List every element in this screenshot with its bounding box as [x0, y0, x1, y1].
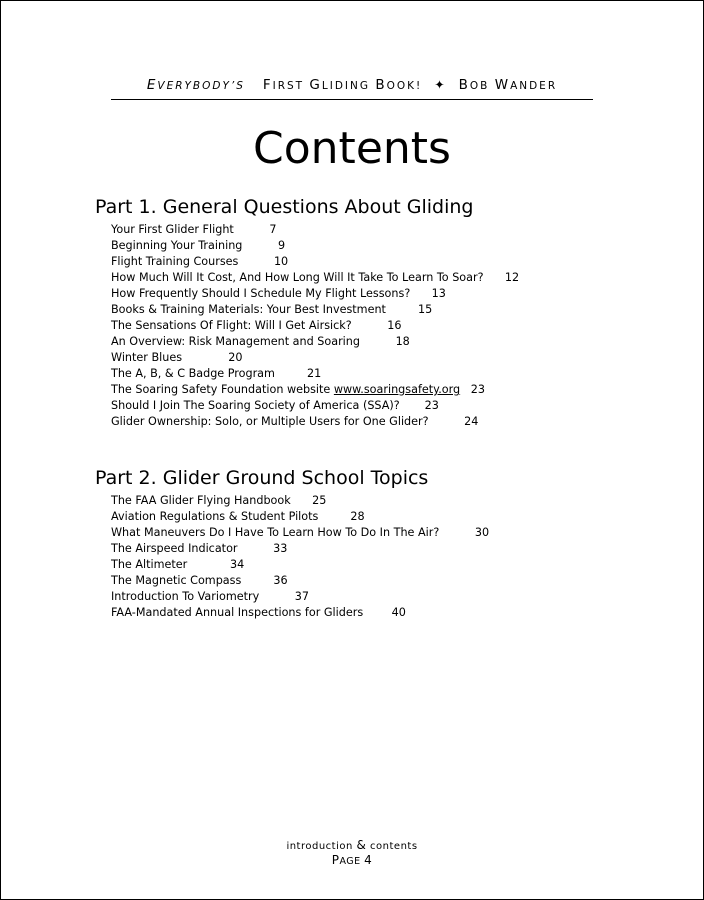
toc-entry-title: Beginning Your Training [111, 239, 243, 252]
toc-entry-title: Should I Join The Soaring Society of America (SSA)? [111, 399, 400, 412]
toc-entry-gap [360, 335, 396, 348]
toc-entry[interactable] [95, 509, 695, 525]
toc-part-2 [95, 467, 695, 621]
toc-entry-gap [363, 606, 391, 619]
toc-entry-gap [234, 223, 270, 236]
toc-entry-page-number: 33 [273, 542, 288, 555]
toc-list [95, 222, 695, 430]
toc-entry[interactable] [95, 350, 695, 366]
footer-section-title: introduction & contents [286, 838, 418, 852]
part-heading: Part 2. Glider Ground School Topics [95, 467, 429, 489]
running-header [111, 77, 593, 93]
toc-entry-page-number: 12 [504, 271, 520, 284]
toc-entry-title: Introduction To Variometry [111, 590, 260, 603]
toc-entry-page-number: 18 [395, 335, 410, 348]
toc-entry-title: The Magnetic Compass [111, 574, 242, 587]
book-title: EVERYBODY’S [146, 77, 245, 93]
toc-entry[interactable] [95, 254, 695, 270]
toc-entry-gap [484, 271, 505, 284]
toc-entry-gap [429, 415, 465, 428]
toc-entry-title: How Frequently Should I Schedule My Flight Lessons? [111, 287, 411, 300]
toc-entry-page-number: 24 [464, 415, 479, 428]
toc-entry-title: The FAA Glider Flying Handbook [111, 494, 291, 507]
toc-entry[interactable] [95, 557, 695, 573]
toc-entry-title: Books & Training Materials: Your Best Investment [111, 303, 386, 316]
toc-entry-gap [275, 367, 307, 380]
toc-entry-page-number: 37 [294, 590, 310, 603]
page-title: Contents [253, 123, 451, 174]
toc-entry-page-number: 10 [273, 255, 289, 268]
toc-entry-gap [318, 510, 350, 523]
toc-entry-gap [352, 319, 388, 332]
toc-entry-gap [439, 526, 475, 539]
toc-entry-title: Winter Blues [111, 351, 183, 364]
toc-entry[interactable] [95, 493, 695, 509]
toc-entry-title: Aviation Regulations & Student Pilots [111, 510, 319, 523]
toc-entry[interactable] [95, 605, 695, 621]
toc-entry-gap [410, 287, 431, 300]
header-rule [111, 99, 593, 100]
toc-entry-title: The Sensations Of Flight: Will I Get Airsick? [111, 319, 352, 332]
toc-list [95, 493, 695, 621]
toc-entry[interactable] [95, 334, 695, 350]
toc-entry[interactable] [95, 286, 695, 302]
toc-entry-title: The Altimeter [111, 558, 188, 571]
toc-entry[interactable] [95, 525, 695, 541]
toc-entry-gap [187, 558, 230, 571]
toc-entry[interactable] [95, 302, 695, 318]
toc-entry[interactable] [95, 589, 695, 605]
toc-entry-gap [400, 399, 425, 412]
toc-entry-gap [238, 542, 274, 555]
footer-page-number: PAGE 4 [331, 853, 373, 867]
toc-entry-page-number: 20 [228, 351, 243, 364]
toc-entry-page-number: 25 [312, 494, 327, 507]
author-name: BOB WANDER [458, 77, 558, 93]
toc-entry[interactable] [95, 222, 695, 238]
toc-entry-gap [386, 303, 418, 316]
toc-entry-gap [182, 351, 228, 364]
toc-entry[interactable] [95, 238, 695, 254]
toc-entry[interactable] [95, 541, 695, 557]
toc-entry-page-number: 21 [306, 367, 322, 380]
toc-entry-gap [242, 239, 278, 252]
toc-entry-page-number: 30 [474, 526, 490, 539]
toc-entry[interactable] [95, 573, 695, 589]
toc-entry-page-number: 28 [350, 510, 365, 523]
toc-entry-page-number: 23 [424, 399, 439, 412]
toc-entry[interactable] [95, 270, 695, 286]
toc-entry-title: An Overview: Risk Management and Soaring [111, 335, 360, 348]
toc-entry[interactable] [95, 382, 695, 398]
toc-entry[interactable] [95, 414, 695, 430]
toc-entry-gap [238, 255, 274, 268]
toc-entry-title: How Much Will It Cost, And How Long Will It Take To Learn To Soar? [111, 271, 484, 284]
book-title-rest: FIRST GLIDING BOOK! [262, 77, 423, 93]
toc-entry-title: The A, B, & C Badge Program [111, 367, 275, 380]
toc-entry-title: FAA-Mandated Annual Inspections for Gliders [111, 606, 364, 619]
toc-entry-title: The Airspeed Indicator [111, 542, 238, 555]
toc-entry-link[interactable]: www.soaringsafety.org [333, 383, 461, 396]
toc-entry[interactable] [95, 398, 695, 414]
toc-entry-gap [259, 590, 295, 603]
toc-part-1 [95, 196, 695, 430]
toc-entry-page-number: 23 [470, 383, 486, 396]
part-heading: Part 1. General Questions About Gliding [95, 196, 474, 218]
toc-entry[interactable] [95, 318, 695, 334]
toc-entry-title: Flight Training Courses [111, 255, 239, 268]
toc-entry-page-number: 15 [417, 303, 433, 316]
toc-entry[interactable] [95, 366, 695, 382]
toc-entry-page-number: 34 [229, 558, 245, 571]
toc-entry-gap [460, 383, 471, 396]
toc-entry-page-number: 7 [269, 223, 277, 236]
toc-entry-gap [291, 494, 312, 507]
toc-entry-page-number: 16 [387, 319, 402, 332]
header-separator-icon: ✦ [434, 77, 447, 92]
toc-entry-page-number: 13 [431, 287, 446, 300]
toc-entry-title: What Maneuvers Do I Have To Learn How To Do In The Air? [111, 526, 440, 539]
toc-entry-title: The Soaring Safety Foundation website [111, 383, 334, 396]
toc-entry-gap [241, 574, 273, 587]
toc-entry-page-number: 40 [391, 606, 406, 619]
toc-entry-title: Glider Ownership: Solo, or Multiple Users for One Glider? [111, 415, 429, 428]
toc-entry-title: Your First Glider Flight [111, 223, 234, 236]
toc-entry-page-number: 36 [273, 574, 288, 587]
toc-entry-page-number: 9 [277, 239, 286, 252]
